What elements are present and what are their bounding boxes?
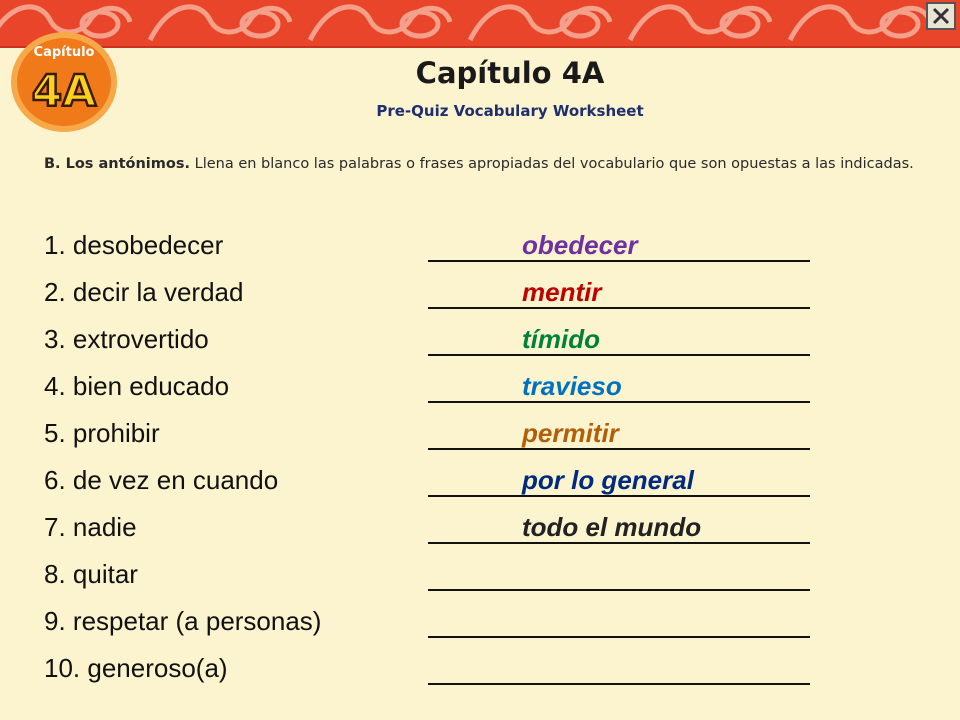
- list-item: [44, 555, 844, 602]
- badge-main-label: 4A: [31, 66, 97, 117]
- term: 6. de vez en cuando: [44, 465, 279, 495]
- answer: mentir: [522, 277, 602, 307]
- decorative-banner: [0, 0, 960, 48]
- close-button[interactable]: [926, 2, 956, 30]
- answer-blank[interactable]: [428, 589, 810, 591]
- list-item: [44, 226, 844, 273]
- term: 10. generoso(a): [44, 653, 228, 683]
- answer-blank[interactable]: [428, 354, 810, 356]
- answer: todo el mundo: [522, 512, 702, 542]
- term: 3. extrovertido: [44, 324, 209, 354]
- answer: obedecer: [522, 230, 638, 260]
- term: 5. prohibir: [44, 418, 160, 448]
- answer: travieso: [522, 371, 622, 401]
- close-icon: [931, 7, 951, 25]
- answer-blank[interactable]: [428, 448, 810, 450]
- term: 2. decir la verdad: [44, 277, 244, 307]
- chapter-badge: [8, 30, 120, 134]
- page-title: Capítulo 4A: [415, 56, 605, 90]
- term: 9. respetar (a personas): [44, 606, 322, 636]
- instructions: [44, 150, 924, 178]
- list-item: [44, 602, 844, 649]
- list-item: [44, 273, 844, 320]
- vocabulary-list: [44, 226, 844, 696]
- term: 1. desobedecer: [44, 230, 224, 260]
- term: 8. quitar: [44, 559, 138, 589]
- badge-top-label: Capítulo: [33, 45, 95, 60]
- answer: tímido: [522, 324, 600, 354]
- answer-blank[interactable]: [428, 636, 810, 638]
- answer-blank[interactable]: [428, 307, 810, 309]
- answer: permitir: [522, 418, 619, 448]
- list-item: [44, 414, 844, 461]
- instructions-lead: B. Los antónimos.: [44, 156, 190, 172]
- banner-pattern: [0, 0, 960, 46]
- term: 7. nadie: [44, 512, 137, 542]
- term: 4. bien educado: [44, 371, 230, 401]
- list-item: [44, 367, 844, 414]
- list-item: [44, 508, 844, 555]
- instructions-text: Llena en blanco las palabras o frases apropiadas del vocabulario que son opuestas a las indicadas.: [194, 156, 914, 172]
- list-item: [44, 461, 844, 508]
- page-subtitle: Pre-Quiz Vocabulary Worksheet: [376, 102, 644, 120]
- answer: por lo general: [522, 465, 694, 495]
- list-item: [44, 649, 844, 696]
- list-item: [44, 320, 844, 367]
- answer-blank[interactable]: [428, 683, 810, 685]
